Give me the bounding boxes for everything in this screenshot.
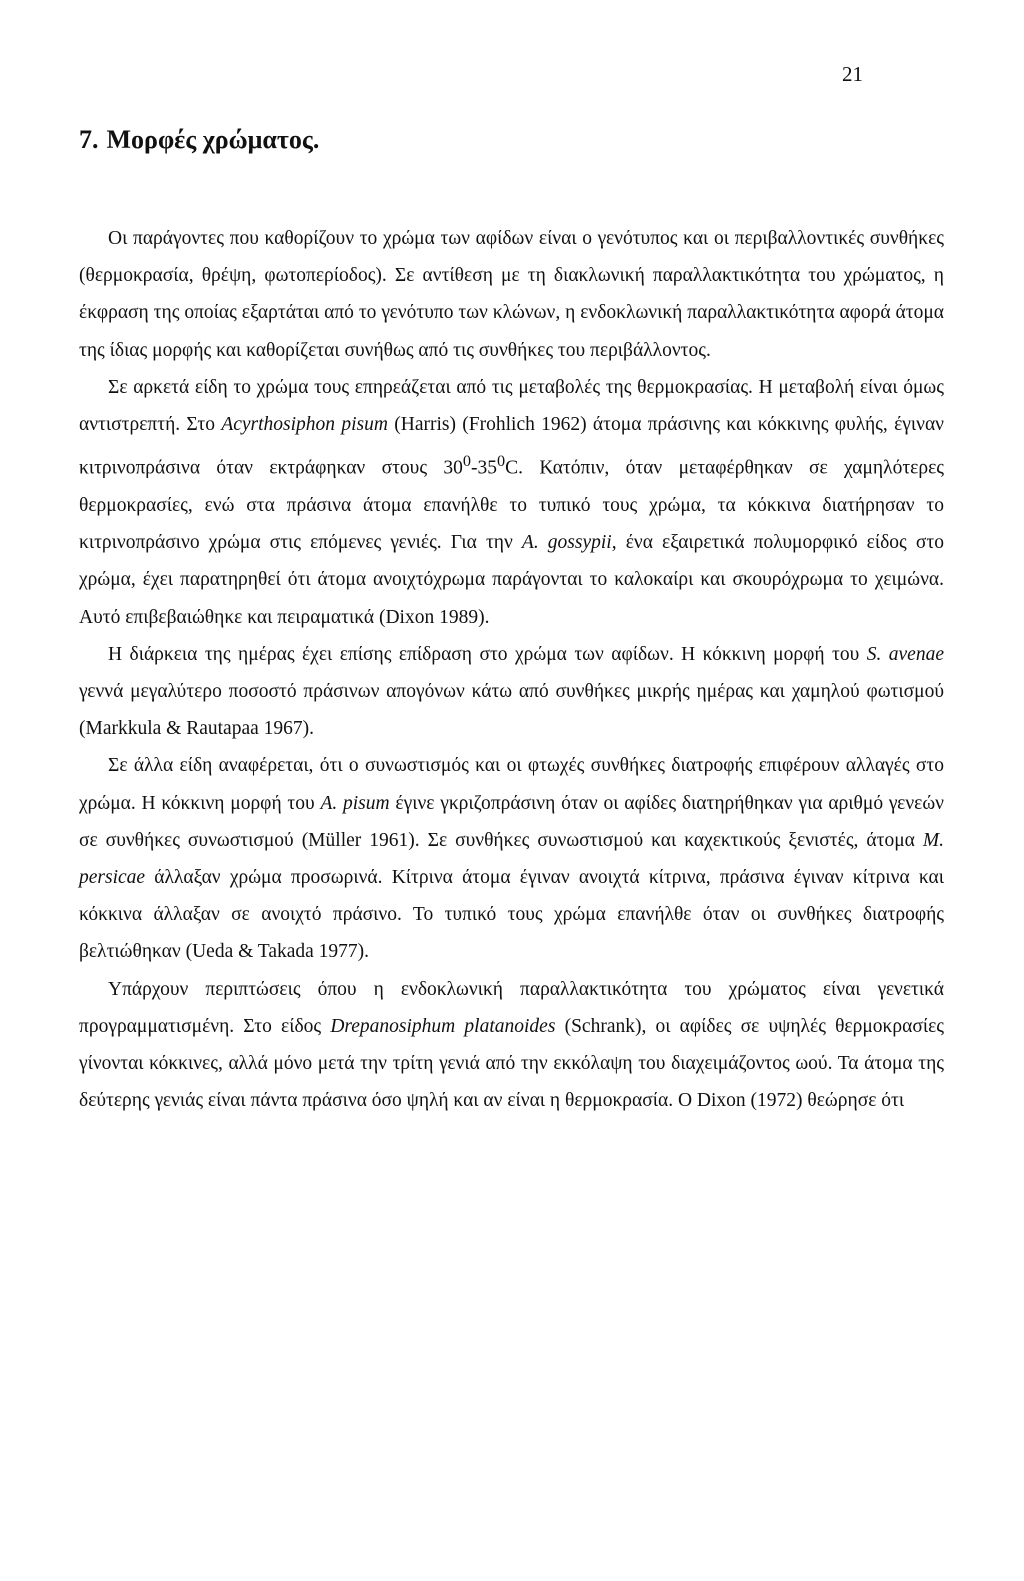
text-run: Σε αρκετά είδη το χρώμα τους επηρεάζεται από τις μεταβολές της θερμοκρασίας. Η μεταβολή είναι όμως αντιστρεπτή. Στο bbox=[79, 376, 944, 436]
text-run: άλλαξαν χρώμα προσωρινά. Κίτρινα άτομα έγιναν ανοιχτά κίτρινα, πράσινα έγιναν κίτρινα και κόκκινα άλλαξαν σε ανοιχτό πράσινο. Το τυπικό τους χρώμα επανήλθε όταν οι συνθήκες διατροφής βελτιώθηκαν (Ueda & Takada 1977). bbox=[79, 866, 944, 963]
text-run: γεννά μεγαλύτερο ποσοστό πράσινων απογόνων κάτω από συνθήκες μικρής ημέρας και χαμηλού φωτισμού (Markkula & Rautapaa 1967). bbox=[79, 680, 944, 740]
section-heading bbox=[79, 125, 319, 155]
degree-mark: 0 bbox=[462, 452, 472, 471]
page-number: 21 bbox=[842, 62, 863, 86]
species-name: M. persicae bbox=[79, 829, 944, 888]
species-name: S. avenae bbox=[866, 643, 944, 665]
paragraph-3 bbox=[79, 636, 944, 748]
text-run: (Harris) (Frohlich 1962) άτομα πράσινης και κόκκινης φυλής, έγιναν κιτρινοπράσινα όταν εκτράφηκαν στους 30 bbox=[79, 414, 944, 479]
paragraph-2 bbox=[79, 369, 944, 636]
section-title: Μορφές χρώματος. bbox=[106, 125, 320, 154]
section-number: 7. bbox=[79, 125, 99, 154]
text-run: C. Κατόπιν, όταν μεταφέρθηκαν σε χαμηλότερες θερμοκρασίες, ενώ στα πράσινα άτομα επανήλθε το τυπικό τους χρώμα, τα κόκκινα διατήρησαν το κιτρινοπράσινο χρώμα στις επόμενες γενιές. Για την bbox=[79, 457, 944, 554]
text-run: Υπάρχουν περιπτώσεις όπου η ενδοκλωνική παραλλακτικότητα του χρώματος είναι γενετικά προγραμματισμένη. Στο είδος bbox=[79, 978, 944, 1037]
text-run: (Schrank), οι αφίδες σε υψηλές θερμοκρασίες γίνονται κόκκινες, αλλά μόνο μετά την τρίτη γενιά από την εκκόλαψη του διαχειμάζοντος ωού. Τα άτομα της δεύτερης γενιάς είναι πάντα πράσινα όσο ψηλή και αν είναι η θερμοκρασία. Ο Dixon (1972) θεώρησε ότι bbox=[79, 1015, 944, 1112]
text-run: έγινε γκριζοπράσινη όταν οι αφίδες διατηρήθηκαν για αριθμό γενεών σε συνθήκες συνωστισμού (Müller 1961). Σε συνθήκες συνωστισμού και καχεκτικούς ξενιστές, άτομα bbox=[79, 792, 944, 851]
paragraph-5 bbox=[79, 971, 944, 1120]
body-text bbox=[79, 220, 944, 1119]
degree-mark: 0 bbox=[497, 452, 506, 471]
species-name: Drepanosiphum platanoides bbox=[330, 1015, 556, 1037]
text-run: -35 bbox=[471, 457, 498, 479]
paragraph-1 bbox=[79, 220, 944, 369]
text-run: Η διάρκεια της ημέρας έχει επίσης επίδραση στο χρώμα των αφίδων. Η κόκκινη μορφή του bbox=[108, 643, 867, 665]
species-name: A. pisum bbox=[320, 792, 390, 814]
text-run: Οι παράγοντες που καθορίζουν το χρώμα των αφίδων είναι ο γενότυπος και οι περιβαλλοντικές συνθήκες (θερμοκρασία, θρέψη, φωτοπερίοδος). Σε αντίθεση με τη διακλωνική παραλλακτικότητα του χρώματος, η έκφραση της οποίας εξαρτάται από το γενότυπο των κλώνων, η ενδοκλωνική παραλλακτικότητα αφορά άτομα της ίδιας μορφής και καθορίζεται συνήθως από τις συνθήκες του περιβάλλοντος. bbox=[79, 228, 944, 361]
paragraph-4 bbox=[79, 747, 944, 970]
species-name: A. gossypii bbox=[521, 532, 612, 554]
text-run: , ένα εξαιρετικά πολυμορφικό είδος στο χρώμα, έχει παρατηρηθεί ότι άτομα ανοιχτόχρωμα παράγονται το καλοκαίρι και σκουρόχρωμα το χειμώνα. Αυτό επιβεβαιώθηκε και πειραματικά (Dixon 1989). bbox=[79, 532, 944, 628]
species-name: Acyrthosiphon pisum bbox=[221, 414, 388, 436]
text-run: Σε άλλα είδη αναφέρεται, ότι ο συνωστισμός και οι φτωχές συνθήκες διατροφής επιφέρουν αλλαγές στο χρώμα. Η κόκκινη μορφή του bbox=[79, 755, 944, 814]
